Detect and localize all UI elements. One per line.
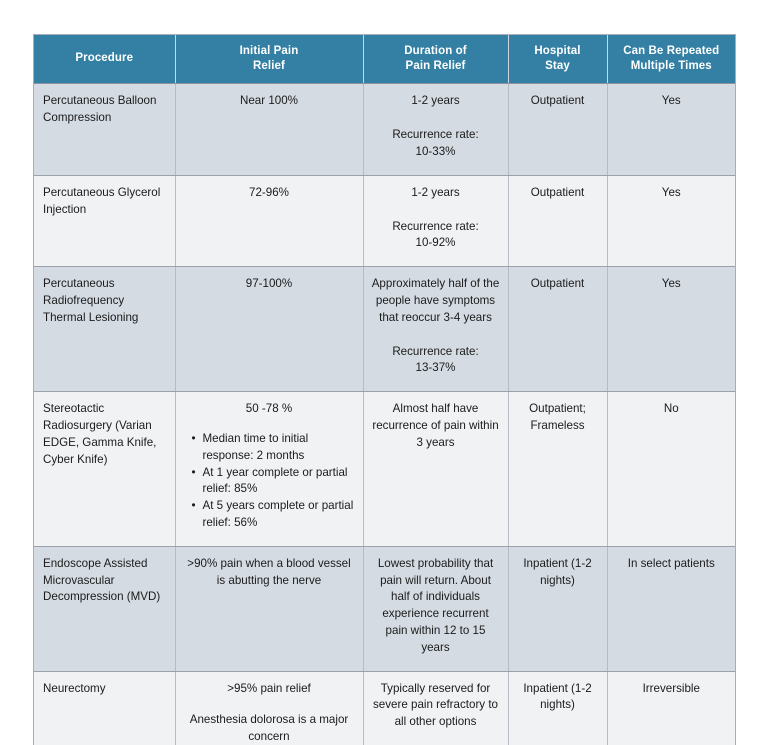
initial-pain-relief-bullet-list <box>183 431 356 532</box>
bullet-text: Median time to initial response: 2 months <box>202 432 309 462</box>
recurrence-rate-value: 10-92% <box>415 236 456 250</box>
column-header-hospital-stay-line2: Stay <box>545 59 570 72</box>
recurrence-rate-label: Recurrence rate: <box>392 344 479 358</box>
procedure-comparison-table <box>34 35 735 745</box>
cell-procedure <box>34 392 175 547</box>
cell-procedure <box>34 546 175 671</box>
cell-initial-pain-relief <box>175 267 363 392</box>
initial-pain-relief-note: Anesthesia dolorosa is a major concern <box>189 713 349 744</box>
duration-main: Lowest probability that pain will return. About half of individuals experience recurrent pain within 12 to 15 years <box>377 556 494 654</box>
initial-pain-relief-value: >95% pain relief <box>227 681 311 695</box>
cell-initial-pain-relief <box>175 671 363 745</box>
recurrence-rate-label: Recurrence rate: <box>392 128 479 142</box>
list-item <box>192 431 356 465</box>
table-row <box>34 671 735 745</box>
hospital-stay-value: Inpatient (1-2 nights) <box>523 556 592 587</box>
cell-procedure <box>34 671 175 745</box>
cell-duration-pain-relief <box>363 671 508 745</box>
procedure-comparison-table-wrapper <box>34 35 735 745</box>
cell-procedure <box>34 175 175 266</box>
cell-duration-pain-relief <box>363 267 508 392</box>
table-row <box>34 546 735 671</box>
column-header-can-be-repeated-line2: Multiple Times <box>630 59 712 72</box>
can-be-repeated-value: Yes <box>661 94 681 108</box>
table-header <box>34 35 735 84</box>
duration-main: 1-2 years <box>411 94 460 108</box>
column-header-can-be-repeated <box>607 35 735 84</box>
duration-main: Almost half have recurrence of pain within 3 years <box>372 402 499 449</box>
recurrence-rate-block <box>371 219 501 253</box>
cell-can-be-repeated <box>607 546 735 671</box>
list-item <box>192 498 356 532</box>
cell-duration-pain-relief <box>363 392 508 547</box>
column-header-procedure-label: Procedure <box>75 52 134 65</box>
cell-can-be-repeated <box>607 267 735 392</box>
cell-duration-pain-relief <box>363 175 508 266</box>
column-header-duration-pain-relief-line1: Duration of <box>404 45 467 57</box>
can-be-repeated-value: Yes <box>661 185 681 199</box>
column-header-duration-pain-relief-line2: Pain Relief <box>405 59 466 72</box>
recurrence-rate-value: 13-37% <box>415 361 456 375</box>
hospital-stay-value: Outpatient <box>530 185 585 199</box>
column-header-procedure <box>34 35 175 84</box>
can-be-repeated-value: No <box>663 402 679 416</box>
column-header-duration-pain-relief <box>363 35 508 84</box>
procedure-name: Percutaneous Balloon Compression <box>43 94 157 125</box>
cell-can-be-repeated <box>607 671 735 745</box>
bullet-text: At 1 year complete or partial relief: 85% <box>202 465 348 496</box>
cell-hospital-stay <box>508 175 607 266</box>
cell-procedure <box>34 84 175 175</box>
initial-pain-relief-value: 72-96% <box>249 185 289 199</box>
procedure-name: Stereotactic Radiosurgery (Varian EDGE, Gamma Knife, Cyber Knife) <box>43 402 157 466</box>
cell-hospital-stay <box>508 671 607 745</box>
hospital-stay-value: Outpatient <box>530 94 585 108</box>
column-header-hospital-stay <box>508 35 607 84</box>
can-be-repeated-value: Yes <box>661 277 681 291</box>
recurrence-rate-label: Recurrence rate: <box>392 219 479 233</box>
cell-hospital-stay <box>508 392 607 547</box>
cell-duration-pain-relief <box>363 546 508 671</box>
duration-main: 1-2 years <box>411 185 460 199</box>
bullet-text: At 5 years complete or partial relief: 56% <box>202 499 354 529</box>
duration-main: Typically reserved for severe pain refractory to all other options <box>372 681 498 729</box>
cell-hospital-stay <box>508 546 607 671</box>
column-header-initial-pain-relief <box>175 35 363 84</box>
table-row <box>34 84 735 175</box>
column-header-initial-pain-relief-line2: Relief <box>253 59 285 72</box>
cell-hospital-stay <box>508 84 607 175</box>
table-body <box>34 84 735 745</box>
table-row <box>34 267 735 392</box>
cell-duration-pain-relief <box>363 84 508 175</box>
column-header-hospital-stay-line1: Hospital <box>534 45 581 57</box>
hospital-stay-value: Inpatient (1-2 nights) <box>523 681 592 712</box>
cell-can-be-repeated <box>607 175 735 266</box>
procedure-name: Percutaneous Glycerol Injection <box>43 185 161 216</box>
cell-initial-pain-relief <box>175 546 363 671</box>
table-row <box>34 392 735 547</box>
column-header-can-be-repeated-line1: Can Be Repeated <box>623 45 720 57</box>
cell-initial-pain-relief <box>175 84 363 175</box>
cell-can-be-repeated <box>607 392 735 547</box>
recurrence-rate-block <box>371 344 501 378</box>
cell-hospital-stay <box>508 267 607 392</box>
cell-procedure <box>34 267 175 392</box>
list-item <box>192 465 356 499</box>
initial-pain-relief-value: 50 -78 % <box>245 402 293 416</box>
initial-pain-relief-value: 97-100% <box>245 277 293 291</box>
recurrence-rate-block <box>371 127 501 161</box>
cell-can-be-repeated <box>607 84 735 175</box>
cell-initial-pain-relief <box>175 392 363 547</box>
table-row <box>34 175 735 266</box>
initial-pain-relief-value: >90% pain when a blood vessel is abutting the nerve <box>187 556 351 587</box>
duration-main: Approximately half of the people have symptoms that reoccur 3-4 years <box>371 277 500 324</box>
column-header-initial-pain-relief-line1: Initial Pain <box>239 45 299 57</box>
procedure-name: Neurectomy <box>43 681 106 695</box>
hospital-stay-value: Outpatient <box>530 277 585 291</box>
hospital-stay-value: Outpatient; Frameless <box>529 402 586 432</box>
can-be-repeated-value: Irreversible <box>642 681 700 695</box>
initial-pain-relief-value: Near 100% <box>239 94 298 108</box>
can-be-repeated-value: In select patients <box>627 556 715 570</box>
procedure-name: Endoscope Assisted Microvascular Decompression (MVD) <box>43 556 161 604</box>
table-header-row <box>34 35 735 84</box>
cell-initial-pain-relief <box>175 175 363 266</box>
recurrence-rate-value: 10-33% <box>415 145 456 159</box>
procedure-name: Percutaneous Radiofrequency Thermal Lesioning <box>43 277 139 324</box>
